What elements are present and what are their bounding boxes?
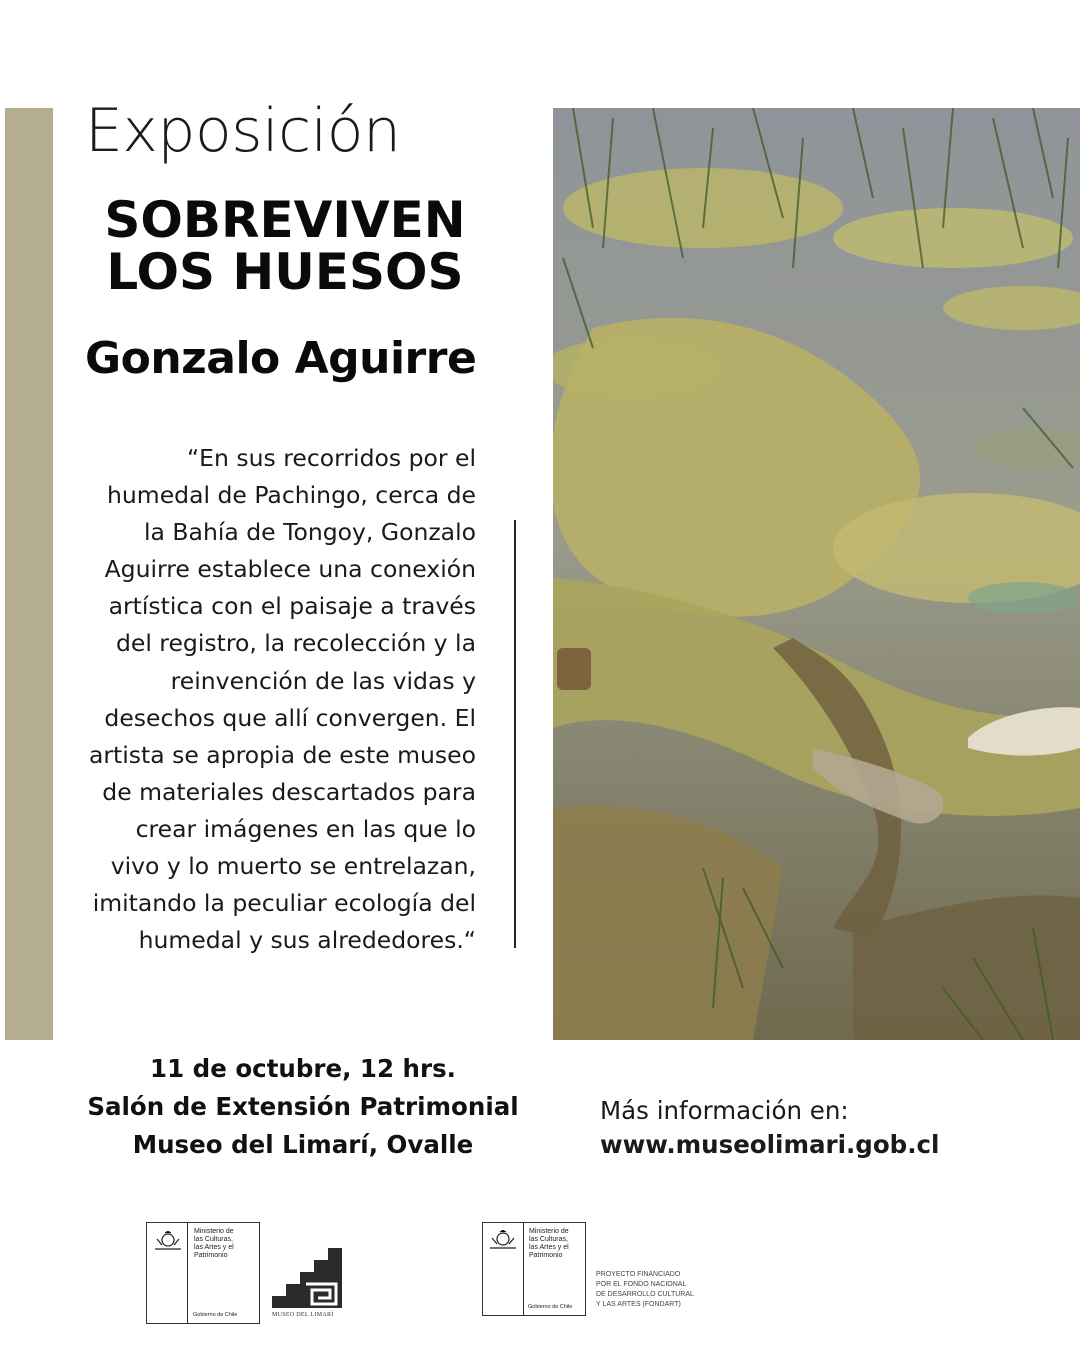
fondart-line-4: Y LAS ARTES (FONDART): [596, 1301, 681, 1308]
event-place: Museo del Limarí, Ovalle: [132, 1130, 474, 1159]
ministry-logo-fondart: [482, 1222, 586, 1316]
title-line-1: SOBREVIVEN: [104, 191, 466, 249]
museum-logo-caption: MUSEO DEL LIMARÍ: [272, 1312, 334, 1318]
more-info-label: Más información en:: [600, 1096, 849, 1125]
chile-coat-of-arms-icon: [153, 1231, 183, 1253]
more-info: [600, 1094, 939, 1162]
vertical-divider: [514, 520, 516, 948]
fondart-line-1: PROYECTO FINANCIADO: [596, 1271, 681, 1278]
ministry-text-line-3: las Artes y el: [194, 1244, 234, 1251]
ministry-text-line-1: Ministerio de: [194, 1228, 234, 1235]
wetland-photo: [553, 108, 1080, 1040]
ministry-text-line-1: Ministerio de: [529, 1228, 569, 1235]
event-date: 11 de octubre, 12 hrs.: [150, 1054, 456, 1083]
exhibition-quote: “En sus recorridos por el humedal de Pachingo, cerca de la Bahía de Tongoy, Gonzalo Aguirre establece una conexión artística con el paisaje a través del registro, la recolección y la reinvención de las vidas y desechos que allí convergen. El artista se apropia de este museo de materiales descartados para crear imágenes en las que lo vivo y lo muerto se entrelazan, imitando la peculiar ecología del humedal y sus alrededores.“: [88, 444, 476, 955]
ministry-text-line-4: Patrimonio: [194, 1252, 228, 1259]
government-label: Gobierno de Chile: [528, 1304, 573, 1310]
government-label: Gobierno de Chile: [193, 1312, 238, 1318]
ministry-text-line-3: las Artes y el: [529, 1244, 569, 1251]
exhibition-kicker: Exposición: [85, 96, 401, 166]
fondart-credit: [596, 1270, 694, 1310]
ministry-text-line-2: las Culturas,: [194, 1236, 233, 1243]
ministry-logo: [146, 1222, 260, 1324]
chile-coat-of-arms-icon: [488, 1230, 518, 1252]
event-venue: Salón de Extensión Patrimonial: [87, 1092, 519, 1121]
exhibition-title: [80, 191, 490, 301]
artist-name: Gonzalo Aguirre: [85, 333, 477, 384]
event-details: [80, 1050, 526, 1164]
ministry-text-line-2: las Culturas,: [529, 1236, 568, 1243]
museum-logo-icon: [272, 1236, 342, 1308]
accent-bar: [5, 108, 53, 1040]
fondart-line-3: DE DESARROLLO CULTURAL: [596, 1291, 694, 1298]
more-info-url[interactable]: www.museolimari.gob.cl: [600, 1130, 940, 1159]
fondart-line-2: POR EL FONDO NACIONAL: [596, 1281, 687, 1288]
ministry-text-line-4: Patrimonio: [529, 1252, 563, 1259]
title-line-2: LOS HUESOS: [106, 243, 464, 301]
